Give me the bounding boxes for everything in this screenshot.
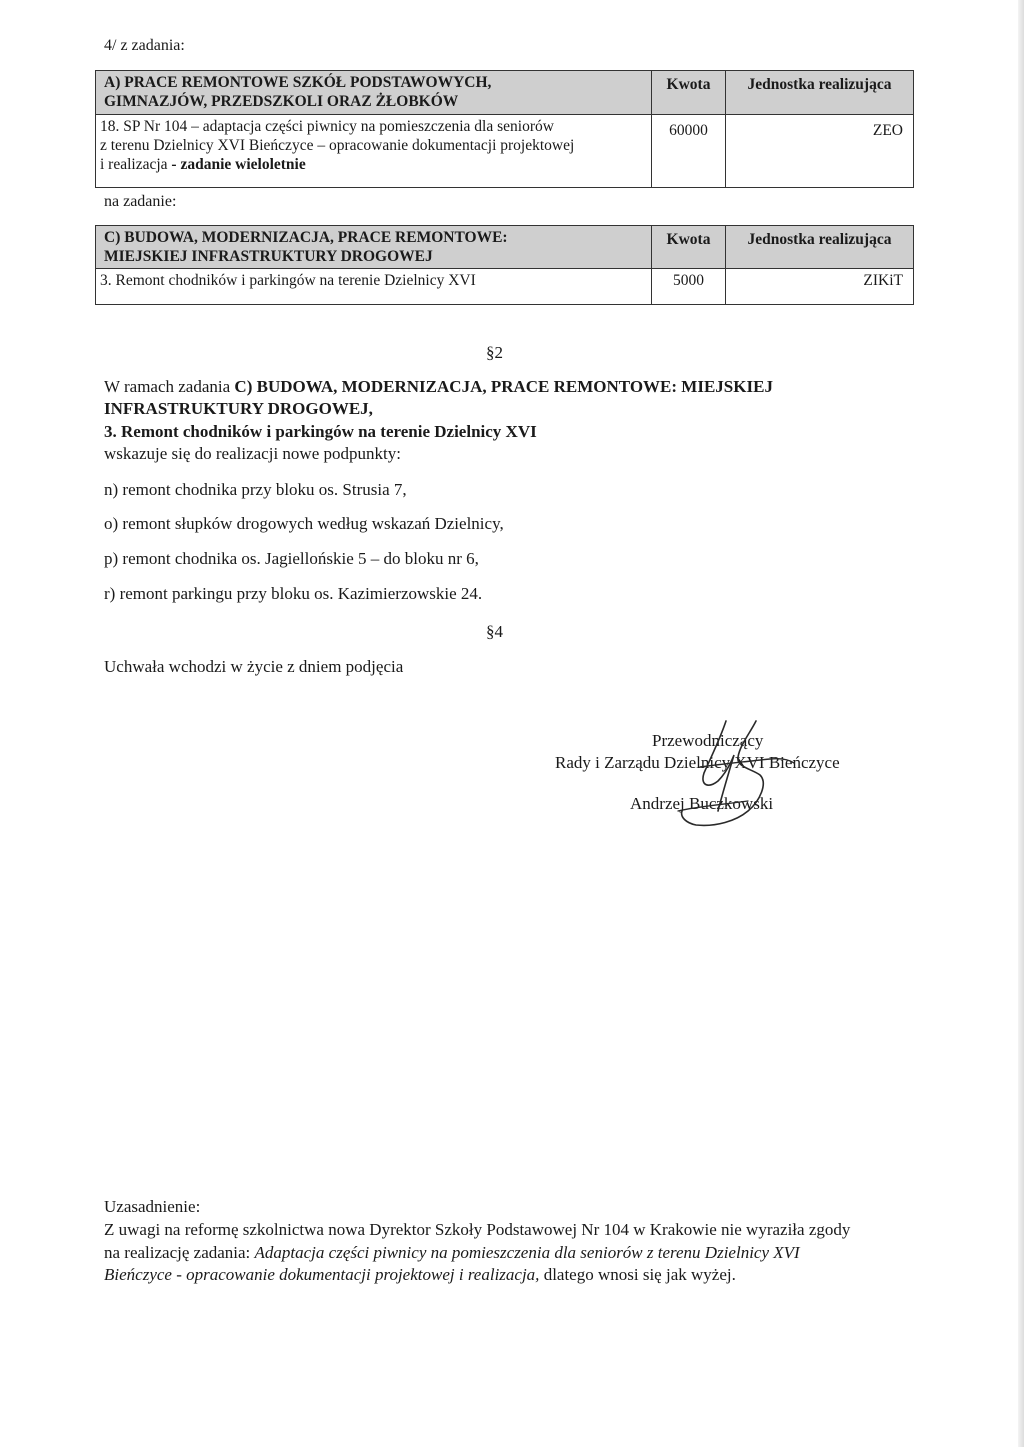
table-school-repairs	[95, 70, 914, 188]
table-road-infrastructure	[95, 225, 914, 305]
table-a-header-amount: Kwota	[652, 71, 726, 115]
section4-text: Uchwała wchodzi w życie z dniem podjęcia	[104, 657, 404, 676]
section2-subtask: 3. Remont chodników i parkingów na terenie Dzielnicy XVI	[104, 422, 537, 441]
table-c-header-amount: Kwota	[652, 226, 726, 269]
table-c-row-amount: 5000	[652, 269, 726, 305]
section2-intro	[104, 377, 773, 397]
table-a-row-unit: ZEO	[726, 115, 914, 188]
signature-role-line2: Rady i Zarządu Dzielnicy XVI Bieńczyce	[555, 753, 840, 772]
justification-line1: Z uwagi na reformę szkolnictwa nowa Dyrektor Szkoły Podstawowej Nr 104 w Krakowie nie wyraziła zgody	[104, 1220, 851, 1239]
table-c-row-task: 3. Remont chodników i parkingów na terenie Dzielnicy XVI	[96, 269, 652, 305]
justification-line3	[104, 1265, 736, 1285]
list-item: o) remont słupków drogowych według wskazań Dzielnicy,	[104, 514, 504, 533]
table-a-row-line3	[100, 155, 651, 174]
table-a-row-amount: 60000	[652, 115, 726, 188]
signature-name: Andrzej Buczkowski	[630, 794, 774, 813]
section4-mark: §4	[486, 622, 503, 641]
section2-task-name-cont: INFRASTRUKTURY DROGOWEJ,	[104, 399, 373, 418]
table-a-title-line2: GIMNAZJÓW, PRZEDSZKOLI ORAZ ŻŁOBKÓW	[104, 93, 459, 110]
section2-intro-text: W ramach zadania	[104, 377, 235, 396]
handwritten-signature	[660, 715, 810, 835]
justification-line2-text: na realizację zadania:	[104, 1243, 255, 1262]
justification-task-title-cont: Bieńczyce - opracowanie dokumentacji projektowej i realizacja,	[104, 1265, 540, 1284]
list-item: r) remont parkingu przy bloku os. Kazimierzowskie 24.	[104, 584, 483, 603]
justification-heading: Uzasadnienie:	[104, 1197, 201, 1216]
section2-task-name: C) BUDOWA, MODERNIZACJA, PRACE REMONTOWE: MIEJSKIEJ	[234, 377, 773, 396]
table-a-row-task	[96, 115, 652, 188]
table-c-header-unit: Jednostka realizująca	[726, 226, 914, 269]
justification-task-title: Adaptacja części piwnicy na pomieszczenia dla seniorów z terenu Dzielnicy XVI	[254, 1243, 800, 1262]
table-a-header-unit: Jednostka realizująca	[726, 71, 914, 115]
table-a-row-line3-text: i realizacja	[100, 156, 168, 173]
table-a-row-line1: 18. SP Nr 104 – adaptacja części piwnicy na pomieszczenia dla seniorów	[100, 118, 554, 135]
section2-mark: §2	[486, 343, 503, 362]
table-c-header-task	[96, 226, 652, 269]
table-c-row-unit: ZIKiT	[726, 269, 914, 305]
table-a-header-task	[96, 71, 652, 115]
header-note: 4/ z zadania:	[104, 37, 185, 54]
signature-role-line1: Przewodniczący	[652, 731, 764, 750]
table-c-title-line1: C) BUDOWA, MODERNIZACJA, PRACE REMONTOWE:	[104, 229, 508, 246]
list-item: p) remont chodnika os. Jagiellońskie 5 – do bloku nr 6,	[104, 549, 479, 568]
justification-line3-text: dlatego wnosi się jak wyżej.	[539, 1265, 736, 1284]
to-task-note: na zadanie:	[104, 193, 177, 210]
justification-line2	[104, 1243, 800, 1263]
page-edge	[1018, 0, 1024, 1447]
table-a-row-multiyear: - zadanie wieloletnie	[167, 156, 306, 173]
list-item: n) remont chodnika przy bloku os. Strusia 7,	[104, 480, 407, 499]
table-c-title-line2: MIEJSKIEJ INFRASTRUKTURY DROGOWEJ	[104, 248, 433, 265]
table-a-row-line2: z terenu Dzielnicy XVI Bieńczyce – opracowanie dokumentacji projektowej	[100, 137, 575, 154]
section2-lead: wskazuje się do realizacji nowe podpunkty:	[104, 444, 401, 463]
table-a-title-line1: A) PRACE REMONTOWE SZKÓŁ PODSTAWOWYCH,	[104, 74, 492, 91]
